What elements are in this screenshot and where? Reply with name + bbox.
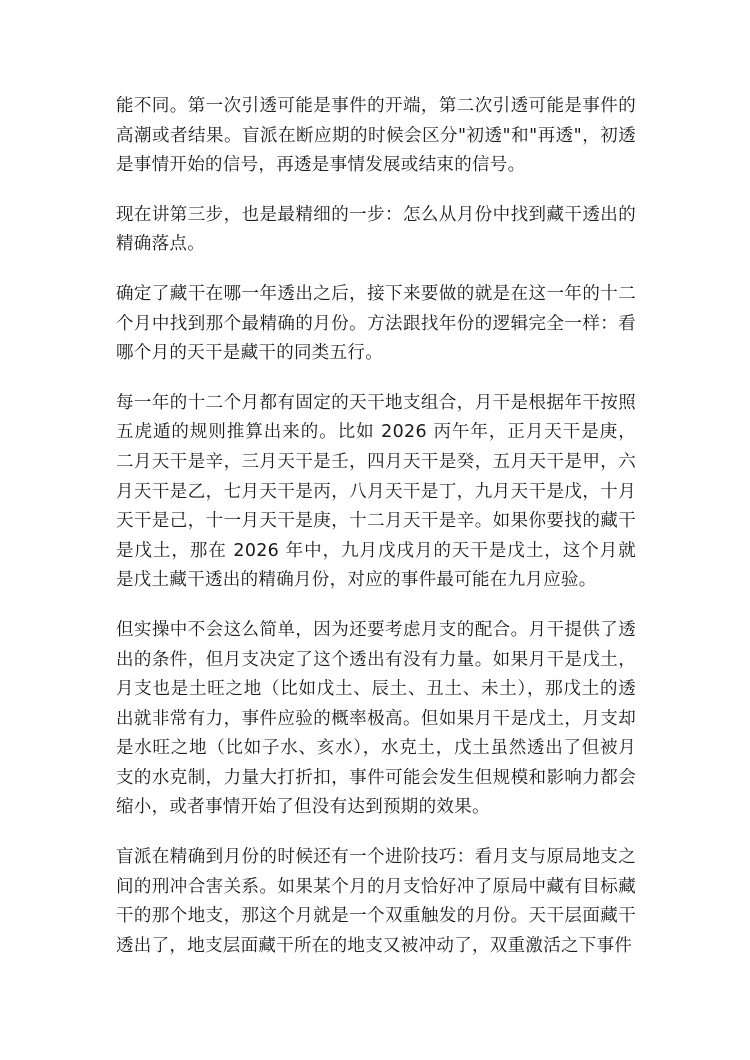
paragraph-5: 但实操中不会这么简单，因为还要考虑月支的配合。月干提供了透出的条件，但月支决定了这个透出有没有力量。如果月干是戊土，月支也是土旺之地（比如戊土、辰土、丑土、未土），那戊土的透出就非常有力，事件应验的概率极高。但如果月干是戊土，月支却是水旺之地（比如子水、亥水），水克土，戊土虽然透出了但被月支的水克制，力量大打折扣，事件可能会发生但规模和影响力都会缩小，或者事情开始了但没有达到预期的效果。	[116, 619, 636, 818]
paragraph-3: 确定了藏干在哪一年透出之后，接下来要做的就是在这一年的十二个月中找到那个最精确的月份。方法跟找年份的逻辑完全一样：看哪个月的天干是藏干的同类五行。	[116, 283, 636, 364]
paragraph-4: 每一年的十二个月都有固定的天干地支组合，月干是根据年干按照五虎遁的规则推算出来的。比如 2026 丙午年，正月天干是庚，二月天干是辛，三月天干是壬，四月天干是癸，五月天干是甲，六月天干是乙，七月天干是丙，八月天干是丁，九月天干是戊，十月天干是己，十一月天干是庚，十二月天干是辛。如果你要找的藏干是戊土，那在 2026 年中，九月戊戌月的天干是戊土，这个月就是戊土藏干透出的精确月份，对应的事件最可能在九月应验。	[116, 392, 636, 591]
paragraph-6: 盲派在精确到月份的时候还有一个进阶技巧：看月支与原局地支之间的刑冲合害关系。如果某个月的月支恰好冲了原局中藏有目标藏干的那个地支，那这个月就是一个双重触发的月份。天干层面藏干透出了，地支层面藏干所在的地支又被冲动了，双重激活之下事件	[116, 847, 636, 956]
paragraph-1: 能不同。第一次引透可能是事件的开端，第二次引透可能是事件的高潮或者结果。盲派在断应期的时候会区分"初透"和"再透"，初透是事情开始的信号，再透是事情发展或结束的信号。	[116, 96, 636, 176]
document-body	[116, 92, 636, 961]
paragraph-2: 现在讲第三步，也是最精细的一步：怎么从月份中找到藏干透出的精确落点。	[116, 204, 636, 255]
